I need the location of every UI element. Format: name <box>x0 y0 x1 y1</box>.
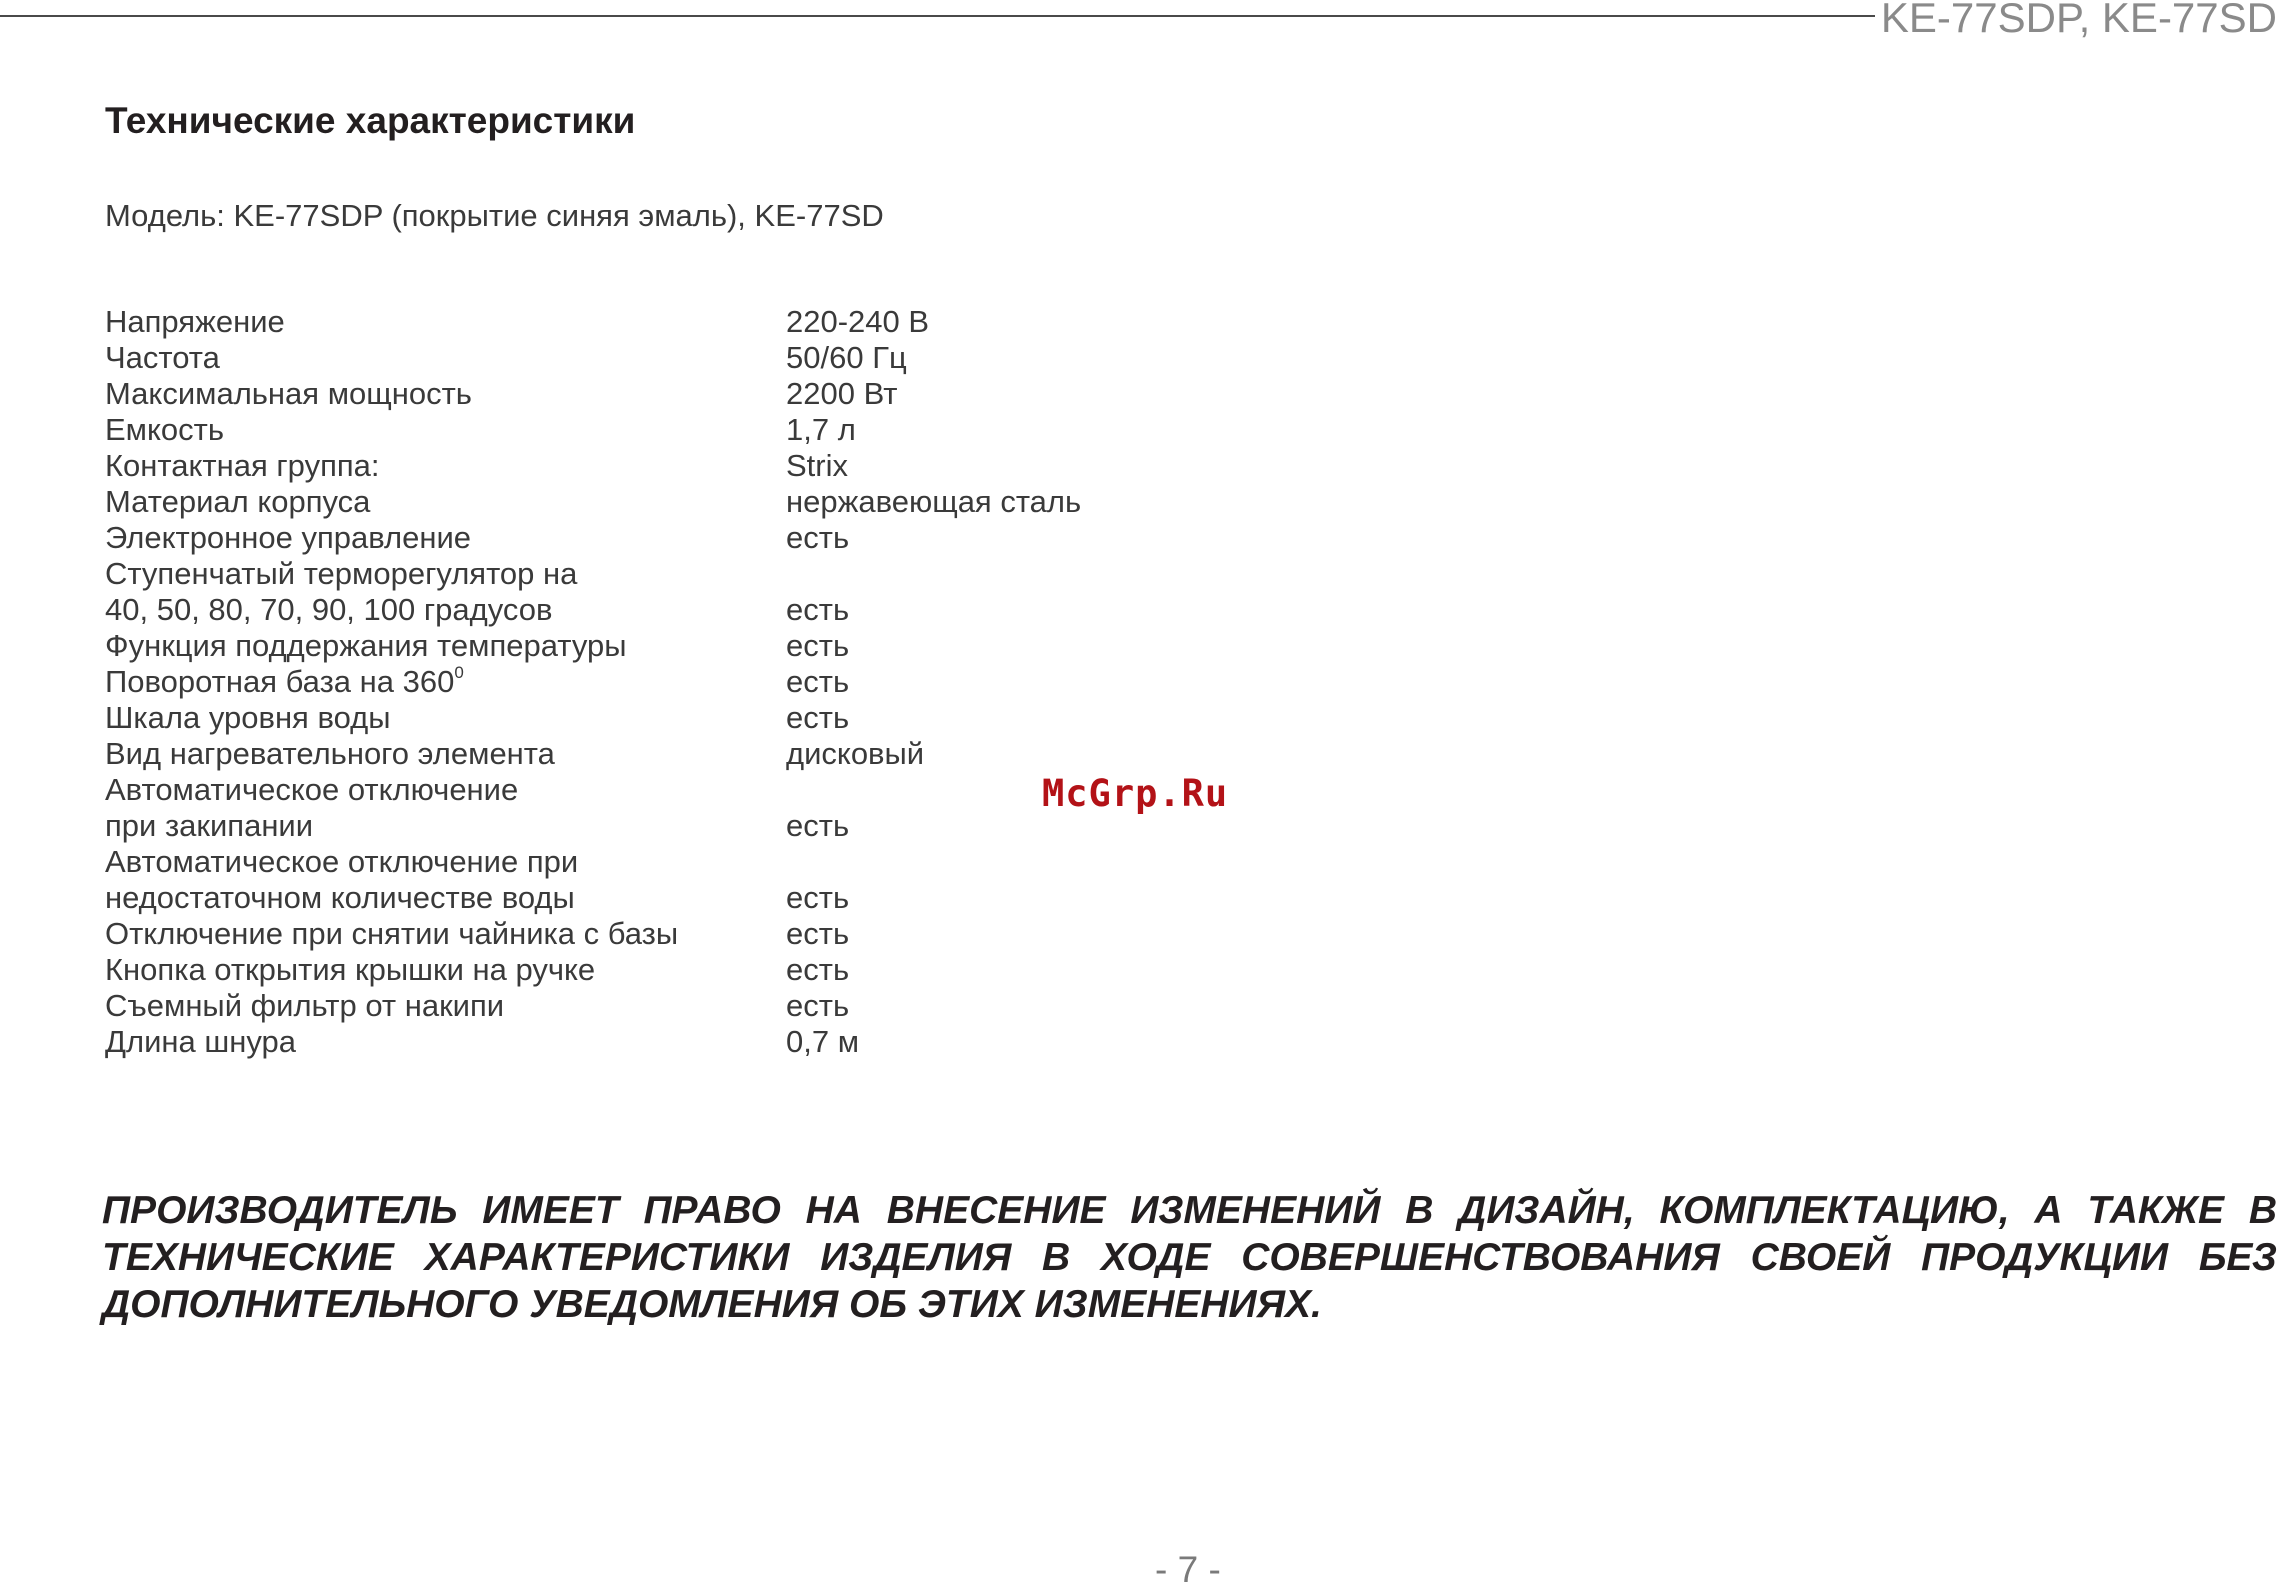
spec-value: есть <box>786 520 850 555</box>
model-line: Модель: KE-77SDP (покрытие синяя эмаль), KE-77SD <box>105 198 884 233</box>
spec-value: Strix <box>786 448 848 483</box>
spec-row <box>105 736 1081 772</box>
spec-value: 0,7 м <box>786 1024 860 1059</box>
spec-value: дисковый <box>786 736 925 771</box>
spec-value: есть <box>786 808 850 843</box>
spec-row <box>105 772 1081 808</box>
watermark-logo: McGrp.Ru <box>1042 772 1229 815</box>
spec-label: Вид нагревательного элемента <box>105 736 555 771</box>
spec-label: Автоматическое отключение <box>105 772 519 807</box>
spec-row <box>105 988 1081 1024</box>
header-divider <box>0 15 1875 17</box>
spec-row <box>105 628 1081 664</box>
spec-value: нержавеющая сталь <box>786 484 1082 519</box>
spec-row <box>105 484 1081 520</box>
spec-row <box>105 700 1081 736</box>
degree-superscript: 0 <box>454 663 464 682</box>
spec-value: есть <box>786 916 850 951</box>
page-number: - 7 - <box>1155 1549 1221 1590</box>
spec-label: Шкала уровня воды <box>105 700 391 735</box>
spec-label: недостаточном количестве воды <box>105 880 575 915</box>
spec-value: 2200 Вт <box>786 376 898 411</box>
spec-label: Кнопка открытия крышки на ручке <box>105 952 596 987</box>
spec-label: Длина шнура <box>105 1024 296 1059</box>
spec-row <box>105 880 1081 916</box>
spec-label: Съемный фильтр от накипи <box>105 988 505 1023</box>
spec-label: Напряжение <box>105 304 285 339</box>
manufacturer-disclaimer: ПРОИЗВОДИТЕЛЬ ИМЕЕТ ПРАВО НА ВНЕСЕНИЕ ИЗМЕНЕНИЙ В ДИЗАЙН, КОМПЛЕКТАЦИЮ, А ТАКЖЕ В ТЕХНИЧЕСКИЕ ХАРАКТЕРИСТИКИ ИЗДЕЛИЯ В ХОДЕ СОВЕРШЕНСТВОВАНИЯ СВОЕЙ ПРОДУКЦИИ БЕЗ ДОПОЛНИТЕЛЬНОГО УВЕДОМЛЕНИЯ ОБ ЭТИХ ИЗМЕНЕНИЯХ. <box>102 1189 2277 1326</box>
spec-value: 50/60 Гц <box>786 340 907 375</box>
spec-row <box>105 952 1081 988</box>
spec-label: Электронное управление <box>105 520 472 555</box>
spec-label-text: Поворотная база на 360 <box>105 664 455 699</box>
spec-row <box>105 664 1081 700</box>
spec-label: Контактная группа: <box>105 448 380 483</box>
spec-row <box>105 844 1081 880</box>
spec-label: Автоматическое отключение при <box>105 844 579 879</box>
spec-row <box>105 1024 1081 1060</box>
spec-value: есть <box>786 592 850 627</box>
spec-value: есть <box>786 664 850 699</box>
spec-label-with-superscript <box>105 664 786 700</box>
spec-value: есть <box>786 700 850 735</box>
spec-row <box>105 916 1081 952</box>
spec-value: есть <box>786 952 850 987</box>
spec-label: Ступенчатый терморегулятор на <box>105 556 578 591</box>
spec-value: есть <box>786 628 850 663</box>
page-title: Технические характеристики <box>105 100 636 141</box>
spec-label: Частота <box>105 340 220 375</box>
spec-label: Емкость <box>105 412 224 447</box>
header-model-title: KE-77SDP, KE-77SD <box>1880 0 2277 41</box>
spec-value: 1,7 л <box>786 412 856 447</box>
spec-label: Материал корпуса <box>105 484 371 519</box>
spec-label: Отключение при снятии чайника с базы <box>105 916 679 951</box>
spec-row <box>105 520 1081 556</box>
spec-table <box>105 304 1081 1060</box>
spec-label: 40, 50, 80, 70, 90, 100 градусов <box>105 592 553 627</box>
spec-value: есть <box>786 880 850 915</box>
spec-value: есть <box>786 988 850 1023</box>
spec-row <box>105 808 1081 844</box>
spec-row <box>105 340 1081 376</box>
spec-label: при закипании <box>105 808 314 843</box>
spec-row <box>105 376 1081 412</box>
spec-row <box>105 592 1081 628</box>
spec-label: Максимальная мощность <box>105 376 472 411</box>
spec-row <box>105 448 1081 484</box>
spec-row <box>105 412 1081 448</box>
spec-row <box>105 556 1081 592</box>
spec-value: 220-240 В <box>786 304 930 339</box>
spec-row <box>105 304 1081 340</box>
spec-label: Функция поддержания температуры <box>105 628 627 663</box>
